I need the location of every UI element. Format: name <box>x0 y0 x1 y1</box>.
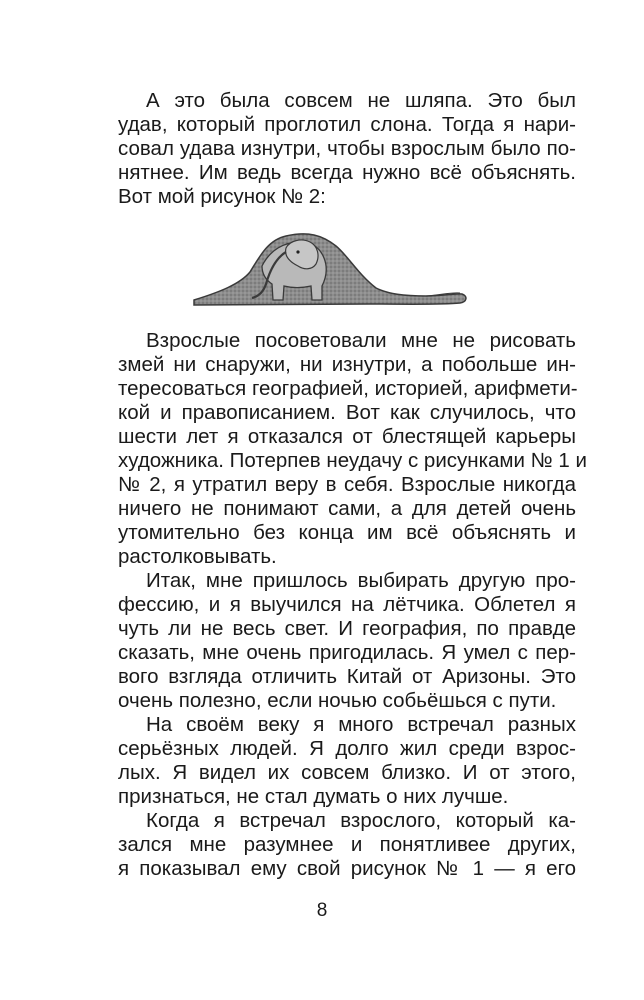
text-line: художника. Потерпев неудачу с рисунками № 1 и <box>118 449 587 472</box>
text-line: № 2, я утратил веру в себя. Взрослые никогда <box>118 473 576 496</box>
text-line: змей ни снаружи, ни изнутри, а побольше ин- <box>118 353 576 376</box>
text-line: чуть ли не весь свет. И география, по правде <box>118 617 576 640</box>
text-line: признаться, не стал думать о них лучше. <box>118 785 509 808</box>
text-line: Когда я встречал взрослого, который ка- <box>146 809 576 832</box>
text-line: вого взгляда отличить Китай от Аризоны. Это <box>118 665 576 688</box>
text-line: фессию, и я выучился на лётчика. Облетел я <box>118 593 576 616</box>
text-line: лых. Я видел их совсем близко. И от этого, <box>118 761 576 784</box>
text-line: я показывал ему свой рисунок № 1 — я его <box>118 857 576 880</box>
text-line: серьёзных людей. Я долго жил среди взрос- <box>118 737 576 760</box>
text-line: очень полезно, если ночью собьёшься с пути. <box>118 689 557 712</box>
text-line: А это была совсем не шляпа. Это был <box>146 89 576 112</box>
page-number: 8 <box>316 900 328 921</box>
text-line: утомительно без конца им всё объяснять и <box>118 521 576 544</box>
text-line: нятнее. Им ведь всегда нужно всё объяснять. <box>118 161 576 184</box>
boa-body <box>194 234 466 305</box>
text-line: Взрослые посоветовали мне не рисовать <box>146 329 576 352</box>
text-line: сказать, мне очень пригодилась. Я умел с пер- <box>118 641 576 664</box>
boa-elephant-illustration <box>190 226 474 312</box>
text-line: Итак, мне пришлось выбирать другую про- <box>146 569 576 592</box>
text-line: кой и правописанием. Вот как случилось, что <box>118 401 576 424</box>
text-line: ничего не понимают сами, а для детей очень <box>118 497 576 520</box>
text-line: совал удава изнутри, чтобы взрослым было по- <box>118 137 576 160</box>
text-line: тересоваться географией, историей, арифмети- <box>118 377 578 400</box>
text-line: удав, который проглотил слона. Тогда я нари- <box>118 113 576 136</box>
text-line: растолковывать. <box>118 545 277 568</box>
text-line: На своём веку я много встречал разных <box>146 713 576 736</box>
text-line: шести лет я отказался от блестящей карьеры <box>118 425 576 448</box>
text-line: зался мне разумнее и понятливее других, <box>118 833 576 856</box>
text-line: Вот мой рисунок № 2: <box>118 185 326 208</box>
